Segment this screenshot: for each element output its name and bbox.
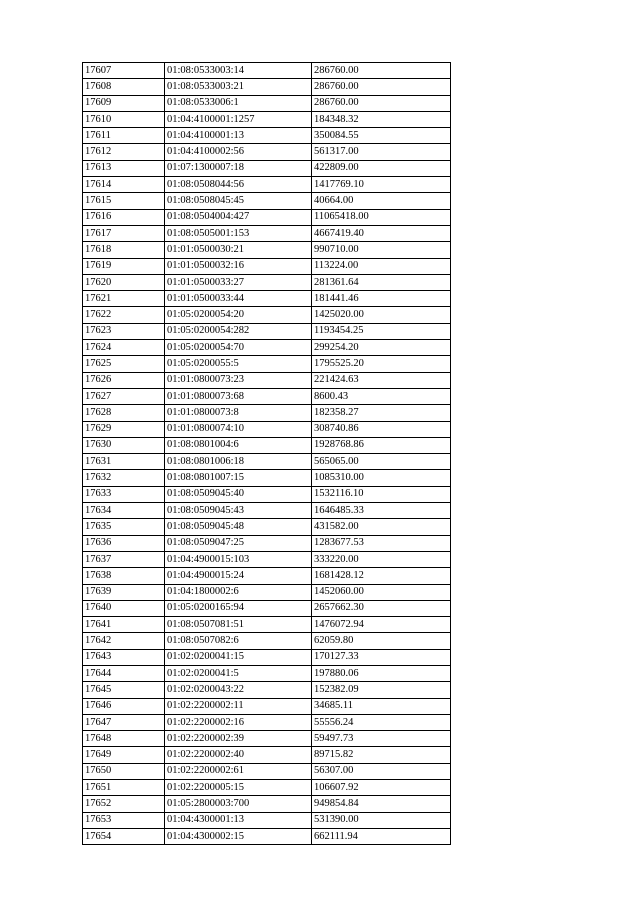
amount-cell: 2657662.30: [312, 600, 451, 616]
cadastral-code-cell: 01:02:0200041:5: [165, 665, 312, 681]
amount-cell: 221424.63: [312, 372, 451, 388]
cadastral-code-cell: 01:01:0500033:44: [165, 291, 312, 307]
table-row: [83, 242, 451, 258]
cadastral-code-cell: 01:01:0500033:27: [165, 274, 312, 290]
record-id-cell: 17647: [83, 714, 165, 730]
document-page: [82, 62, 451, 845]
cadastral-code-cell: 01:04:4900015:103: [165, 551, 312, 567]
table-row: [83, 307, 451, 323]
amount-cell: 89715.82: [312, 747, 451, 763]
record-id-cell: 17622: [83, 307, 165, 323]
cadastral-code-cell: 01:02:2200002:11: [165, 698, 312, 714]
amount-cell: 662111.94: [312, 828, 451, 844]
cadastral-code-cell: 01:08:0801004:6: [165, 437, 312, 453]
record-id-cell: 17635: [83, 519, 165, 535]
record-id-cell: 17630: [83, 437, 165, 453]
record-id-cell: 17651: [83, 780, 165, 796]
record-id-cell: 17625: [83, 356, 165, 372]
record-id-cell: 17617: [83, 225, 165, 241]
table-row: [83, 519, 451, 535]
amount-cell: 333220.00: [312, 551, 451, 567]
table-row: [83, 617, 451, 633]
record-id-cell: 17654: [83, 828, 165, 844]
record-id-cell: 17610: [83, 111, 165, 127]
table-row: [83, 274, 451, 290]
amount-cell: 1928768.86: [312, 437, 451, 453]
cadastral-code-cell: 01:02:2200002:40: [165, 747, 312, 763]
table-row: [83, 828, 451, 844]
record-id-cell: 17649: [83, 747, 165, 763]
table-row: [83, 421, 451, 437]
cadastral-code-cell: 01:04:1800002:6: [165, 584, 312, 600]
table-row: [83, 796, 451, 812]
cadastral-code-cell: 01:05:0200054:20: [165, 307, 312, 323]
cadastral-code-cell: 01:08:0507081:51: [165, 617, 312, 633]
cadastral-code-cell: 01:08:0533003:14: [165, 63, 312, 79]
amount-cell: 1085310.00: [312, 470, 451, 486]
amount-cell: 56307.00: [312, 763, 451, 779]
table-row: [83, 291, 451, 307]
record-id-cell: 17628: [83, 405, 165, 421]
amount-cell: 561317.00: [312, 144, 451, 160]
cadastral-code-cell: 01:02:0200041:15: [165, 649, 312, 665]
table-row: [83, 79, 451, 95]
amount-cell: 182358.27: [312, 405, 451, 421]
amount-cell: 62059.80: [312, 633, 451, 649]
amount-cell: 1425020.00: [312, 307, 451, 323]
table-row: [83, 486, 451, 502]
record-id-cell: 17636: [83, 535, 165, 551]
cadastral-code-cell: 01:08:0507082:6: [165, 633, 312, 649]
cadastral-code-cell: 01:04:4300002:15: [165, 828, 312, 844]
amount-cell: 1283677.53: [312, 535, 451, 551]
record-id-cell: 17626: [83, 372, 165, 388]
record-id-cell: 17611: [83, 128, 165, 144]
record-id-cell: 17612: [83, 144, 165, 160]
cadastral-code-cell: 01:05:0200054:282: [165, 323, 312, 339]
cadastral-code-cell: 01:01:0800073:23: [165, 372, 312, 388]
amount-cell: 113224.00: [312, 258, 451, 274]
cadastral-code-cell: 01:08:0509045:43: [165, 503, 312, 519]
table-row: [83, 584, 451, 600]
record-id-cell: 17613: [83, 160, 165, 176]
record-id-cell: 17632: [83, 470, 165, 486]
amount-cell: 106607.92: [312, 780, 451, 796]
amount-cell: 55556.24: [312, 714, 451, 730]
amount-cell: 299254.20: [312, 340, 451, 356]
table-row: [83, 144, 451, 160]
amount-cell: 286760.00: [312, 95, 451, 111]
table-row: [83, 372, 451, 388]
record-id-cell: 17629: [83, 421, 165, 437]
record-id-cell: 17619: [83, 258, 165, 274]
table-row: [83, 340, 451, 356]
record-id-cell: 17650: [83, 763, 165, 779]
cadastral-code-cell: 01:08:0504004:427: [165, 209, 312, 225]
table-row: [83, 258, 451, 274]
cadastral-code-cell: 01:02:2200005:15: [165, 780, 312, 796]
amount-cell: 4667419.40: [312, 225, 451, 241]
cadastral-code-cell: 01:08:0801006:18: [165, 454, 312, 470]
amount-cell: 11065418.00: [312, 209, 451, 225]
record-id-cell: 17643: [83, 649, 165, 665]
record-id-cell: 17648: [83, 731, 165, 747]
table-row: [83, 177, 451, 193]
record-id-cell: 17607: [83, 63, 165, 79]
cadastral-code-cell: 01:08:0509045:40: [165, 486, 312, 502]
record-id-cell: 17621: [83, 291, 165, 307]
amount-cell: 531390.00: [312, 812, 451, 828]
record-id-cell: 17623: [83, 323, 165, 339]
record-id-cell: 17631: [83, 454, 165, 470]
amount-cell: 8600.43: [312, 388, 451, 404]
record-id-cell: 17652: [83, 796, 165, 812]
amount-cell: 308740.86: [312, 421, 451, 437]
table-row: [83, 535, 451, 551]
cadastral-code-cell: 01:04:4100002:56: [165, 144, 312, 160]
table-row: [83, 388, 451, 404]
amount-cell: 350084.55: [312, 128, 451, 144]
table-row: [83, 193, 451, 209]
table-row: [83, 454, 451, 470]
record-id-cell: 17653: [83, 812, 165, 828]
amount-cell: 1681428.12: [312, 568, 451, 584]
cadastral-code-cell: 01:08:0508045:45: [165, 193, 312, 209]
cadastral-code-cell: 01:05:2800003:700: [165, 796, 312, 812]
record-id-cell: 17638: [83, 568, 165, 584]
record-id-cell: 17642: [83, 633, 165, 649]
amount-cell: 1646485.33: [312, 503, 451, 519]
cadastral-code-cell: 01:08:0505001:153: [165, 225, 312, 241]
amount-cell: 281361.64: [312, 274, 451, 290]
amount-cell: 1452060.00: [312, 584, 451, 600]
amount-cell: 990710.00: [312, 242, 451, 258]
cadastral-code-cell: 01:02:2200002:61: [165, 763, 312, 779]
cadastral-code-cell: 01:04:4900015:24: [165, 568, 312, 584]
table-row: [83, 95, 451, 111]
cadastral-code-cell: 01:01:0800073:8: [165, 405, 312, 421]
table-row: [83, 470, 451, 486]
cadastral-code-cell: 01:04:4100001:1257: [165, 111, 312, 127]
amount-cell: 1532116.10: [312, 486, 451, 502]
table-row: [83, 63, 451, 79]
record-id-cell: 17609: [83, 95, 165, 111]
record-id-cell: 17614: [83, 177, 165, 193]
records-table: [82, 62, 451, 845]
table-row: [83, 356, 451, 372]
table-row: [83, 323, 451, 339]
cadastral-code-cell: 01:08:0509047:25: [165, 535, 312, 551]
amount-cell: 431582.00: [312, 519, 451, 535]
amount-cell: 1417769.10: [312, 177, 451, 193]
table-row: [83, 698, 451, 714]
cadastral-code-cell: 01:05:0200165:94: [165, 600, 312, 616]
table-row: [83, 633, 451, 649]
record-id-cell: 17645: [83, 682, 165, 698]
amount-cell: 59497.73: [312, 731, 451, 747]
table-row: [83, 649, 451, 665]
record-id-cell: 17615: [83, 193, 165, 209]
cadastral-code-cell: 01:05:0200055:5: [165, 356, 312, 372]
table-row: [83, 747, 451, 763]
amount-cell: 152382.09: [312, 682, 451, 698]
table-row: [83, 551, 451, 567]
cadastral-code-cell: 01:01:0800073:68: [165, 388, 312, 404]
cadastral-code-cell: 01:08:0533003:21: [165, 79, 312, 95]
table-row: [83, 160, 451, 176]
table-row: [83, 405, 451, 421]
table-row: [83, 780, 451, 796]
table-row: [83, 812, 451, 828]
amount-cell: 184348.32: [312, 111, 451, 127]
amount-cell: 422809.00: [312, 160, 451, 176]
amount-cell: 1193454.25: [312, 323, 451, 339]
amount-cell: 34685.11: [312, 698, 451, 714]
table-row: [83, 600, 451, 616]
table-row: [83, 111, 451, 127]
record-id-cell: 17637: [83, 551, 165, 567]
record-id-cell: 17634: [83, 503, 165, 519]
amount-cell: 181441.46: [312, 291, 451, 307]
cadastral-code-cell: 01:05:0200054:70: [165, 340, 312, 356]
record-id-cell: 17608: [83, 79, 165, 95]
record-id-cell: 17620: [83, 274, 165, 290]
records-table-body: [83, 63, 451, 845]
table-row: [83, 503, 451, 519]
table-row: [83, 731, 451, 747]
cadastral-code-cell: 01:04:4300001:13: [165, 812, 312, 828]
cadastral-code-cell: 01:08:0801007:15: [165, 470, 312, 486]
amount-cell: 40664.00: [312, 193, 451, 209]
cadastral-code-cell: 01:04:4100001:13: [165, 128, 312, 144]
amount-cell: 286760.00: [312, 79, 451, 95]
cadastral-code-cell: 01:08:0508044:56: [165, 177, 312, 193]
cadastral-code-cell: 01:08:0509045:48: [165, 519, 312, 535]
table-row: [83, 568, 451, 584]
cadastral-code-cell: 01:02:0200043:22: [165, 682, 312, 698]
cadastral-code-cell: 01:02:2200002:39: [165, 731, 312, 747]
record-id-cell: 17633: [83, 486, 165, 502]
amount-cell: 286760.00: [312, 63, 451, 79]
table-row: [83, 714, 451, 730]
record-id-cell: 17618: [83, 242, 165, 258]
amount-cell: 565065.00: [312, 454, 451, 470]
table-row: [83, 225, 451, 241]
record-id-cell: 17627: [83, 388, 165, 404]
cadastral-code-cell: 01:08:0533006:1: [165, 95, 312, 111]
table-row: [83, 682, 451, 698]
record-id-cell: 17644: [83, 665, 165, 681]
record-id-cell: 17639: [83, 584, 165, 600]
table-row: [83, 763, 451, 779]
record-id-cell: 17646: [83, 698, 165, 714]
cadastral-code-cell: 01:01:0800074:10: [165, 421, 312, 437]
table-row: [83, 437, 451, 453]
cadastral-code-cell: 01:07:1300007:18: [165, 160, 312, 176]
table-row: [83, 209, 451, 225]
record-id-cell: 17624: [83, 340, 165, 356]
amount-cell: 170127.33: [312, 649, 451, 665]
amount-cell: 197880.06: [312, 665, 451, 681]
table-row: [83, 665, 451, 681]
amount-cell: 1476072.94: [312, 617, 451, 633]
cadastral-code-cell: 01:02:2200002:16: [165, 714, 312, 730]
record-id-cell: 17640: [83, 600, 165, 616]
cadastral-code-cell: 01:01:0500030:21: [165, 242, 312, 258]
table-row: [83, 128, 451, 144]
record-id-cell: 17616: [83, 209, 165, 225]
amount-cell: 949854.84: [312, 796, 451, 812]
record-id-cell: 17641: [83, 617, 165, 633]
cadastral-code-cell: 01:01:0500032:16: [165, 258, 312, 274]
amount-cell: 1795525.20: [312, 356, 451, 372]
